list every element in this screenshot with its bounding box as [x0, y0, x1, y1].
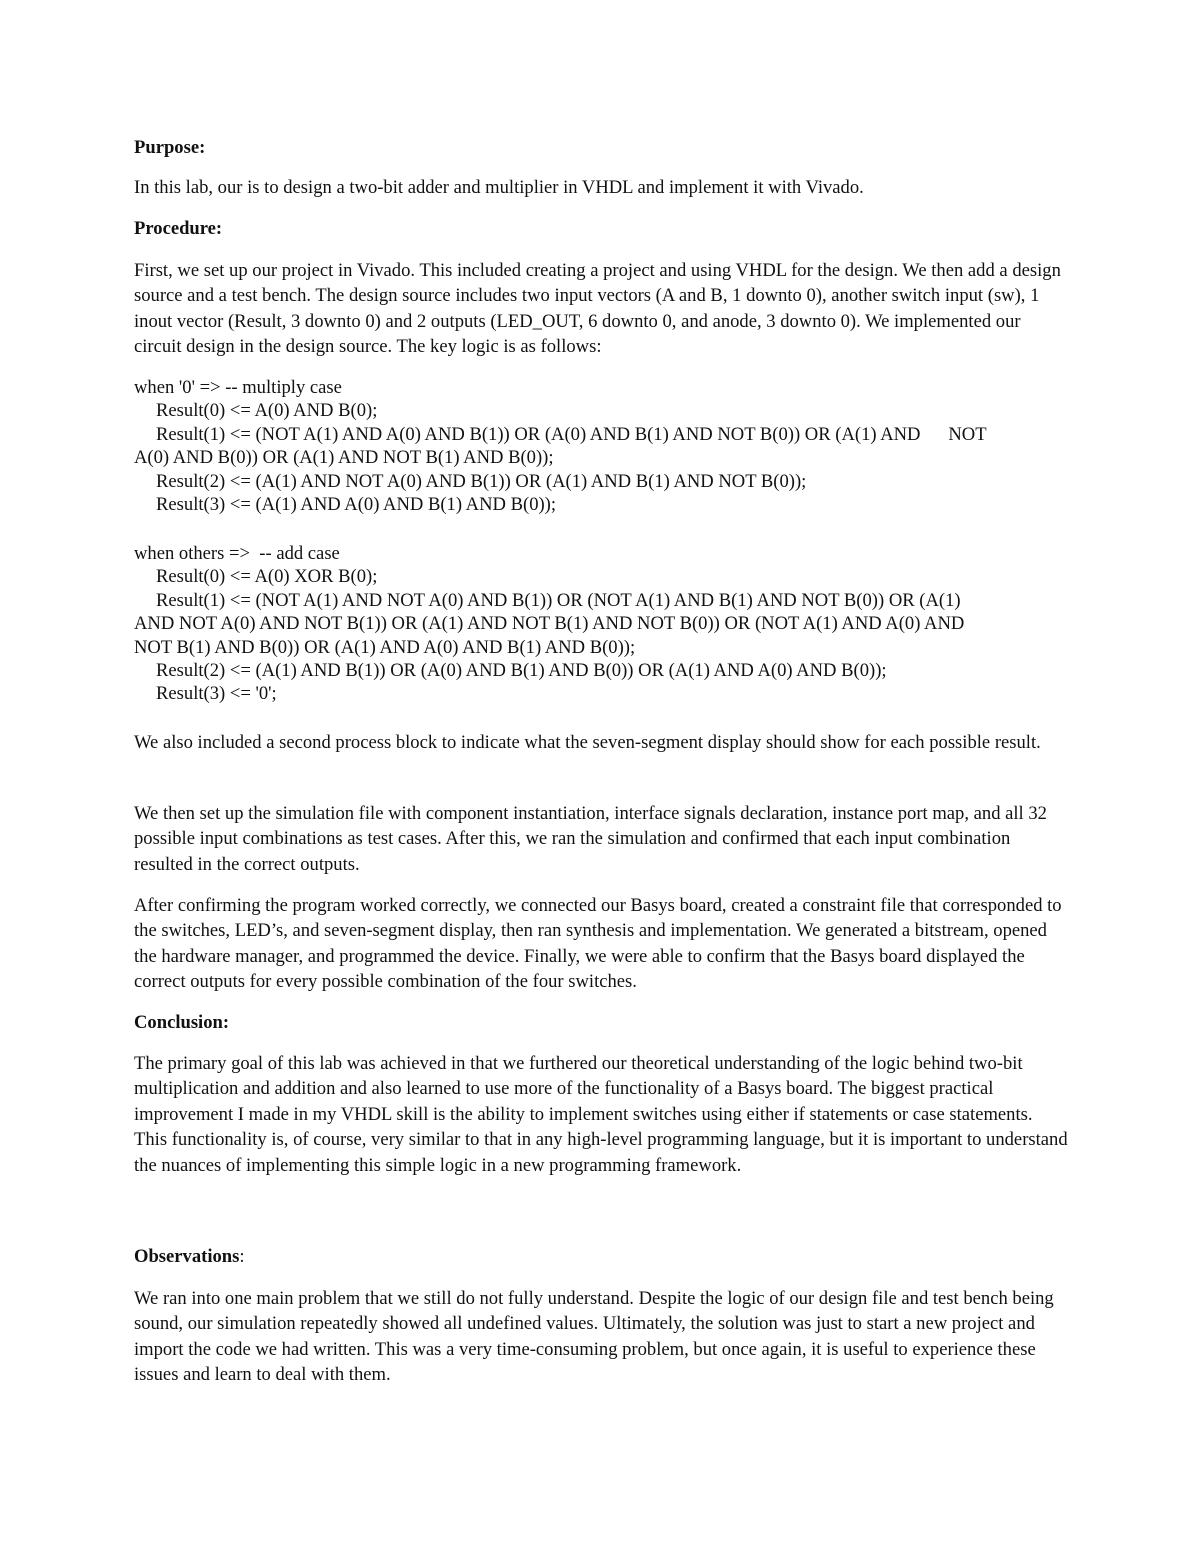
code-line: NOT B(1) AND B(0)) OR (A(1) AND A(0) AND B(1) AND B(0));: [134, 636, 636, 658]
multiply-case-code: [134, 376, 1074, 516]
observations-heading: [134, 1245, 245, 1269]
code-line: Result(2) <= (A(1) AND NOT A(0) AND B(1)) OR (A(1) AND B(1) AND NOT B(0));: [156, 470, 807, 492]
conclusion-text: The primary goal of this lab was achieved in that we furthered our theoretical understanding of the logic behind two-bit multiplication and addition and also learned to use more of the functionality of a Basys board. The biggest practical improvement I made in my VHDL skill is the ability to implement switches using either if statements or case statements. This functionality is, of course, very similar to that in any high-level programming language, but it is important to understand the nuances of implementing this simple logic in a new programming framework.: [134, 1053, 1068, 1176]
code-line: Result(3) <= '0';: [156, 683, 277, 705]
code-line: Result(0) <= A(0) XOR B(0);: [156, 566, 378, 588]
code-line: Result(3) <= (A(1) AND A(0) AND B(1) AND B(0));: [156, 494, 557, 516]
code-line: Result(1) <= (NOT A(1) AND A(0) AND B(1)) OR (A(0) AND B(1) AND NOT B(0)) OR (A(1) AND NOT: [156, 423, 987, 445]
add-case-code: [134, 542, 1074, 706]
code-line: AND NOT A(0) AND NOT B(1)) OR (A(1) AND NOT B(1) AND NOT B(0)) OR (NOT A(1) AND A(0) AND: [134, 613, 965, 635]
observations-heading-text: Observations: [134, 1246, 240, 1267]
code-line: Result(0) <= A(0) AND B(0);: [156, 400, 378, 422]
code-line: when others => -- add case: [134, 543, 340, 564]
purpose-text: In this lab, our is to design a two-bit adder and multiplier in VHDL and implement it with Vivado.: [134, 177, 864, 198]
procedure-heading: Procedure:: [134, 218, 223, 239]
code-line: Result(2) <= (A(1) AND B(1)) OR (A(0) AND B(1) AND B(0)) OR (A(1) AND A(0) AND B(0));: [156, 660, 887, 682]
simulation-paragraph: We then set up the simulation file with component instantiation, interface signals declaration, instance port map, and all 32 possible input combinations as test cases. After this, we ran the simulation and confirmed that each input combination resulted in the correct outputs.: [134, 803, 1047, 875]
code-line: when '0' => -- multiply case: [134, 377, 342, 398]
code-line: A(0) AND B(0)) OR (A(1) AND NOT B(1) AND B(0));: [134, 447, 554, 469]
display-paragraph: We also included a second process block to indicate what the seven-segment display should show for each possible result.: [134, 732, 1041, 753]
purpose-heading: Purpose:: [134, 137, 206, 158]
observations-heading-colon: :: [239, 1246, 245, 1267]
board-paragraph: After confirming the program worked correctly, we connected our Basys board, created a constraint file that corresponded to the switches, LED’s, and seven-segment display, then ran synthesis and implementation. We generated a bitstream, opened the hardware manager, and programmed the device. Finally, we were able to confirm that the Basys board displayed the correct outputs for every possible combination of the four switches.: [134, 895, 1062, 993]
code-line: Result(1) <= (NOT A(1) AND NOT A(0) AND B(1)) OR (NOT A(1) AND B(1) AND NOT B(0)) OR (A(1): [156, 589, 961, 611]
conclusion-heading: Conclusion:: [134, 1012, 230, 1033]
observations-text: We ran into one main problem that we still do not fully understand. Despite the logic of our design file and test bench being sound, our simulation repeatedly showed all undefined values. Ultimately, the solution was just to start a new project and import the code we had written. This was a very time-consuming problem, but once again, it is useful to experience these issues and learn to deal with them.: [134, 1288, 1054, 1386]
procedure-intro: First, we set up our project in Vivado. This included creating a project and using VHDL for the design. We then add a design source and a test bench. The design source includes two input vectors (A and B, 1 downto 0), another switch input (sw), 1 inout vector (Result, 3 downto 0) and 2 outputs (LED_OUT, 6 downto 0, and anode, 3 downto 0). We implemented our circuit design in the design source. The key logic is as follows:: [134, 260, 1061, 358]
